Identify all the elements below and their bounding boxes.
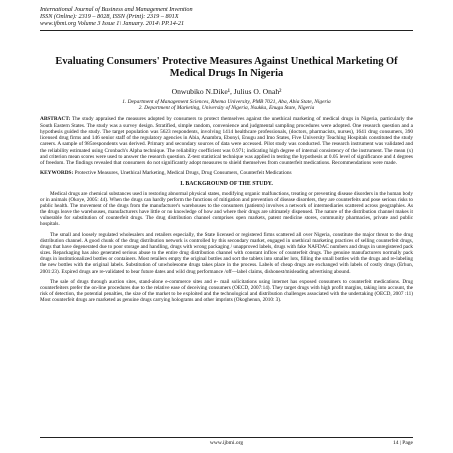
journal-name: International Journal of Business and Management Invention <box>40 6 193 13</box>
footer-rule <box>40 437 413 438</box>
paper-title: Evaluating Consumers' Protective Measures Against Unethical Marketing Of Medical Drugs In Nigeria <box>55 55 398 80</box>
journal-volume: www.ijbmi.org Volume 3 Issue 1\ January. 2014\ PP.14-21 <box>40 20 185 28</box>
abstract <box>40 116 413 166</box>
article-page <box>40 6 413 303</box>
affiliation-2: 2. Department of Marketing, University of Nigeria, Nsukka, Enugu State, Nigeria <box>138 105 315 112</box>
footer-site: www.ijbmi.org <box>209 440 244 446</box>
page-number: 14 | Page <box>392 440 413 446</box>
body-paragraph-1: Medical drugs are chemical substances used in restoring abnormal physical states, modifying organic malfunctions, treating or preventing disease disorders in the human body or in animals (Okoye, 2005: 44). When the drugs can hardly perform the functions of mitigation and prevention of disease disorders, they are counterfeits and pose serious risks to public health. The movement of the drugs from the manufacturer's warehouses to the consumers (patients) involves a network of intermediaries scattered across geographies. As the drugs leave the warehouses, manufacturers have little or no knowledge of how and where their drugs are ultimately dispensed. The nature of the distribution channel makes it vulnerable for substitution of counterfeit drugs. The drug distribution channel comprises open markets, patent medicine stores, community pharmacies, private and public hospitals. <box>40 190 413 228</box>
section-heading: I. BACKGROUND OF THE STUDY. <box>180 180 273 187</box>
paper-authors: Onwubiko N.Dike¹, Julius O. Onah² <box>171 86 282 96</box>
keywords <box>40 170 413 176</box>
header-rule <box>40 30 413 31</box>
journal-header <box>40 6 413 28</box>
body-paragraph-3: The sale of drugs through auction sites, stand-alone e-commerce sites and e- mail solicitations using internet has exposed consumers to counterfeit medications. Drug counterfeiters prefer the on-line procedures due to the relative ease of deceiving consumers (OECD, 2007:14). They target drugs with high profit margins, taking into account, the risk of detection, the potential penalties, the size of the market to be exploited and the technological and distribution challenges associated with the undertaking (OECD, 2007 :11) Most counterfeit drugs are marketed as genuine drugs carrying holograms and other imprints (Okoghenun, 2010: 3). <box>40 278 413 304</box>
author-affiliations <box>40 99 413 112</box>
keywords-text: Protective Measures, Unethical Marketing, Medical Drugs, Drug Consumers, Counterfeit Medications <box>73 170 292 177</box>
journal-issn: ISSN (Online): 2319 – 8028, ISSN (Print): 2319 – 801X <box>40 13 179 21</box>
page-footer <box>40 437 413 449</box>
keywords-label: KEYWORDS: <box>40 170 74 177</box>
affiliation-1: 1. Department of Management Sciences, Rhema University, PMB 7021, Aba, Abia State, Nigeria <box>122 98 331 105</box>
abstract-text: The study appraised the measures adopted by consumers to protect themselves against the unethical marketing of medical drugs in Nigeria, particularly the South Eastern States. The study was a survey design. Stratified, simple random, convenience and judgmental sampling procedures were adopted. One research question and a hypothesis guided the study. The target population was 5623 respondents, involving 1414 healthcare professionals, (doctors, pharmacists, nurses), 1641 drug consumers, 390 licensed drug firms and 146 senior staff of the regulatory agencies in Abia, Anambra, Ebonyi, Enugu and Imo States, Five University Teaching Hospitals constituted the study careers. A sample of 985respondents was derived. Primary and secondary sources of data were accessed. Pilot study was conducted. The research instrument was validated and the reliability estimated using Cronbach's Alpha technique. The reliability coefficient was 0.971; indicating high degree of internal consistency of the instrument. The mean (x) and criterion mean scores were used to answer the research question. Z-test statistical technique was applied in testing the hypothesis at 0.05 level of significance and 4 degrees of freedom. The findings revealed that consumers do not significantly adopt measures to shield themselves from counterfeit medications. Recommendations were made. <box>40 116 413 167</box>
abstract-label: ABSTRACT: <box>40 116 71 123</box>
body-paragraph-2: The small and loosely regulated wholesalers and retailers especially, the State licensed or registered firms scattered all over Nigeria, constitute the major threat to the drug distribution channel. A good chunk of the drug distribution network is controlled by this secondary market, engaged in unethical marketing practices of selling counterfeit drugs, drugs that have degenerated due to poor storage and handling, drugs with wrong packaging / unapproved labels, drugs with fake NAFDAC numbers and drugs in unregistered pack sizes. Repackaging has also generated serious abuse to the entire drug distribution channel with constant inflow of counterfeit drugs. The genuine manufacturers normally pack drugs in institutionalized bottles or containers. Most retailers empty the original bottles and sort the tablets into smaller lots, filling the small bottles with the drugs and re-labeling the new bottles with the original labels. Substitution of unwholesome drugs takes place in the process. Labels of cheap drugs are exchanged with labels of costly drugs (Erhun, 2001:23). Expired drugs are re-validated to bear future dates and wild drug performance /off—label claims, dishonest/misleading advertising abound. <box>40 231 413 275</box>
